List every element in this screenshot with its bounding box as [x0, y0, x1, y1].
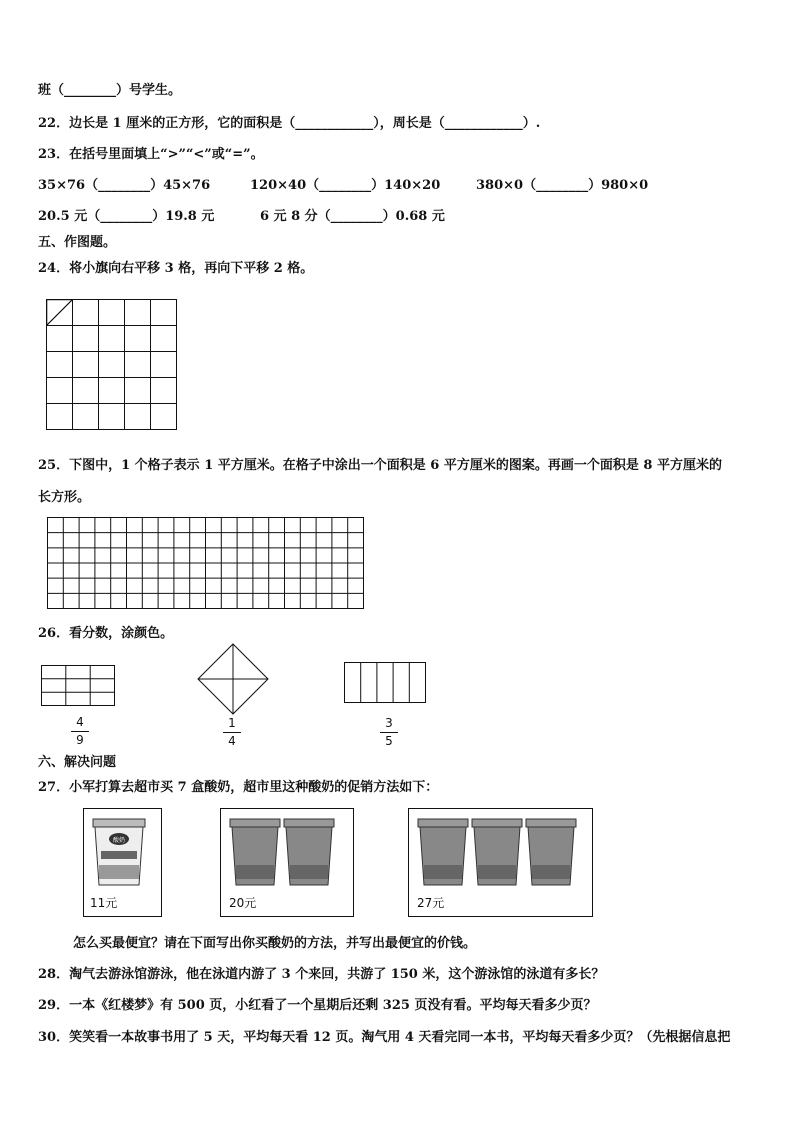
diamond-4-parts [197, 643, 269, 715]
offer-1-box [83, 808, 162, 917]
price-2: 20元 [229, 896, 257, 910]
svg-text:酸奶: 酸奶 [112, 837, 126, 844]
fraction-4-9: 4 9 [70, 716, 90, 747]
rect-5-parts [344, 662, 426, 704]
yogurt-2pack-icon [228, 817, 338, 887]
q27-ask: 怎么买最便宜？请在下面写出你买酸奶的方法，并写出最便宜的价钱。 [73, 936, 477, 951]
q21-tail: 班（________）号学生。 [38, 83, 182, 98]
q23-text: 23．在括号里面填上“>”“<”或“=”。 [38, 147, 264, 162]
area-grid [47, 517, 365, 610]
q25-text-2: 长方形。 [38, 490, 91, 505]
q23-item-c: 380×0（________）980×0 [476, 178, 649, 193]
q23-item-d: 20.5 元（________）19.8 元 [38, 209, 215, 224]
q27-text: 27．小军打算去超市买 7 盒酸奶，超市里这种酸奶的促销方法如下： [38, 780, 439, 795]
q30-text: 30．笑笑看一本故事书用了 5 天，平均每天看 12 页。淘气用 4 天看完同一本书，平均每天看多少页？（先根据信息把 [38, 1030, 731, 1045]
q23-item-a: 35×76（________）45×76 [38, 178, 211, 193]
yogurt-3pack-icon [416, 817, 582, 887]
price-3: 27元 [417, 896, 445, 910]
section-6-heading: 六、解决问题 [38, 755, 117, 770]
price-1: 11元 [90, 896, 118, 910]
rect-9-parts [41, 665, 115, 707]
q28-text: 28．淘气去游泳馆游泳，他在泳道内游了 3 个来回，共游了 150 米，这个游泳馆的泳道有多长？ [38, 967, 605, 982]
flag-grid [46, 299, 178, 431]
q29-text: 29．一本《红楼梦》有 500 页，小红看了一个星期后还剩 325 页没有看。平均每天看多少页？ [38, 998, 597, 1013]
offer-3-box [408, 808, 593, 917]
q23-item-e: 6 元 8 分（________）0.68 元 [260, 209, 445, 224]
q24-text: 24．将小旗向右平移 3 格，再向下平移 2 格。 [38, 261, 314, 276]
yogurt-cup-icon [91, 817, 147, 887]
fraction-3-5: 3 5 [379, 717, 399, 748]
offer-2-box [220, 808, 354, 917]
q25-text-1: 25．下图中，1 个格子表示 1 平方厘米。在格子中涂出一个面积是 6 平方厘米的图案。再画一个面积是 8 平方厘米的 [38, 458, 722, 473]
fraction-1-4: 1 4 [222, 717, 242, 748]
flag-icon [47, 300, 72, 325]
q26-text: 26．看分数，涂颜色。 [38, 626, 174, 641]
q22-text: 22．边长是 1 厘米的正方形，它的面积是（____________），周长是（____________）. [38, 116, 541, 131]
q23-item-b: 120×40（________）140×20 [250, 178, 441, 193]
section-5-heading: 五、作图题。 [38, 235, 117, 250]
